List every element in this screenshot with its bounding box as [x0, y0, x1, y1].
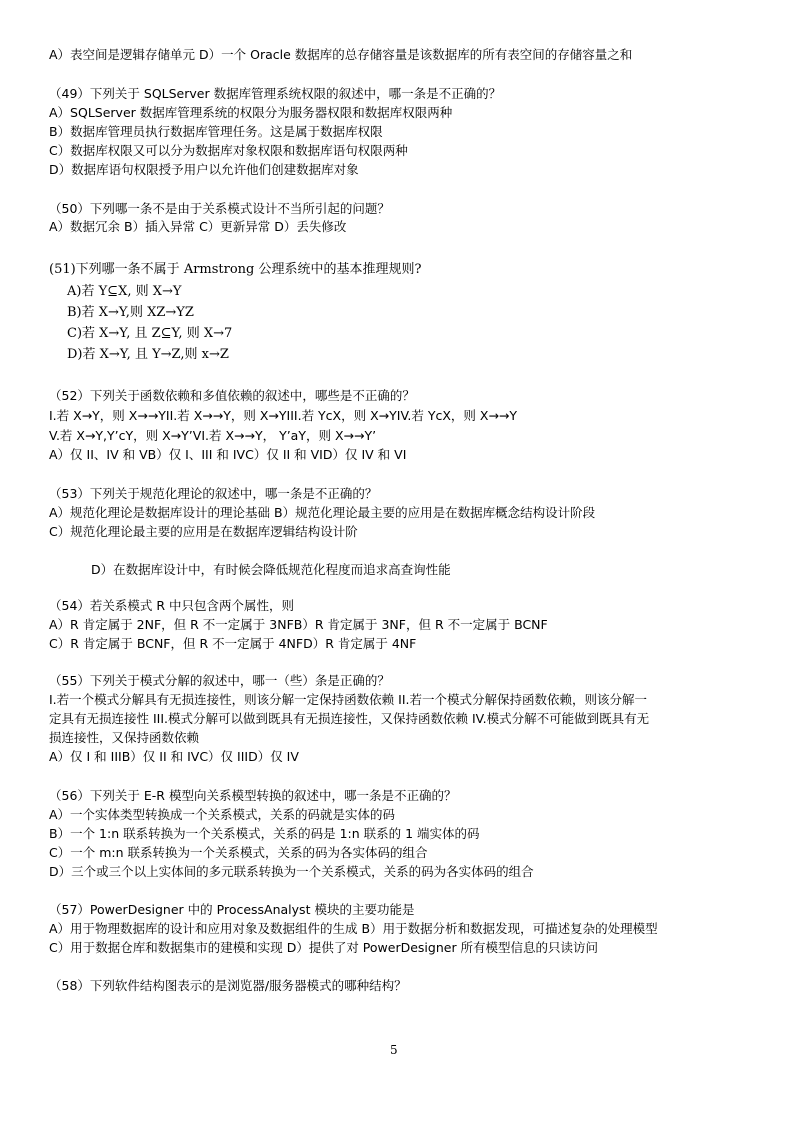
text-line: 损连接性，又保持函数依赖: [49, 730, 200, 745]
text-line: I.若一个模式分解具有无损连接性，则该分解一定保持函数依赖 II.若一个模式分解保持函数依赖，则该分解一: [49, 692, 647, 707]
text-line: D)若 X→Y, 且 Y→Z,则 x→Z: [67, 347, 229, 362]
page-number: 5: [390, 1043, 398, 1057]
text-line: A）表空间是逻辑存储单元 D）一个 Oracle 数据库的总存储容量是该数据库的所有表空间的存储容量之和: [49, 47, 633, 62]
text-line: C）一个 m:n 联系转换为一个关系模式，关系的码为各实体码的组合: [49, 845, 428, 860]
text-line: D）在数据库设计中，有时候会降低规范化程度而追求高查询性能: [91, 562, 451, 577]
text-line: A）仅 I 和 IIIB）仅 II 和 IVC）仅 IIID）仅 IV: [49, 749, 299, 764]
text-line: B）数据库管理员执行数据库管理任务。这是属于数据库权限: [49, 124, 383, 139]
text-line: （55）下列关于模式分解的叙述中，哪一（些）条是正确的？: [49, 673, 390, 688]
text-line: （56）下列关于 E-R 模型向关系模型转换的叙述中，哪一条是不正确的？: [49, 788, 457, 803]
text-line: B)若 X→Y,则 XZ→YZ: [67, 305, 194, 320]
text-line: A）R 肯定属于 2NF，但 R 不一定属于 3NFB）R 肯定属于 3NF，但 R 不一定属于 BCNF: [49, 617, 548, 632]
text-line: C）规范化理论最主要的应用是在数据库逻辑结构设计阶: [49, 524, 358, 539]
text-line: D）三个或三个以上实体间的多元联系转换为一个关系模式，关系的码为各实体码的组合: [49, 864, 534, 879]
text-line: C)若 X→Y, 且 Z⊆Y, 则 X→7: [67, 326, 233, 341]
text-line: （50）下列哪一条不是由于关系模式设计不当所引起的问题？: [49, 201, 390, 216]
text-line: A)若 Y⊆X, 则 X→Y: [67, 284, 182, 299]
text-line: D）数据库语句权限授予用户以允许他们创建数据库对象: [49, 162, 359, 177]
text-line: A）SQLServer 数据库管理系统的权限分为服务器权限和数据库权限两种: [49, 105, 453, 120]
text-line: V.若 X→Y,Y’cY，则 X→Y’VI.若 X→→Y， Y’aY，则 X→→Y’: [49, 428, 377, 443]
text-line: I.若 X→Y，则 X→→YII.若 X→→Y，则 X→YIII.若 YcX，则 X→YIV.若 YcX，则 X→→Y: [49, 408, 518, 423]
text-line: C）用于数据仓库和数据集市的建模和实现 D）提供了对 PowerDesigner 所有模型信息的只读访问: [49, 940, 599, 955]
text-line: （49）下列关于 SQLServer 数据库管理系统权限的叙述中，哪一条是不正确的？: [49, 86, 502, 101]
text-line: （53）下列关于规范化理论的叙述中，哪一条是不正确的？: [49, 486, 378, 501]
text-line: （54）若关系模式 R 中只包含两个属性，则: [49, 598, 295, 613]
text-line: A）用于物理数据库的设计和应用对象及数据组件的生成 B）用于数据分析和数据发现，可描述复杂的处理模型: [49, 921, 658, 936]
text-line: （52）下列关于函数依赖和多值依赖的叙述中，哪些是不正确的？: [49, 388, 415, 403]
text-line: A）仅 II、IV 和 VB）仅 I、III 和 IVC）仅 II 和 VID）仅 IV 和 VI: [49, 447, 407, 462]
text-line: (51)下列哪一条不属于 Armstrong 公理系统中的基本推理规则?: [49, 262, 422, 277]
text-line: B）一个 1:n 联系转换为一个关系模式，关系的码是 1:n 联系的 1 端实体的码: [49, 826, 480, 841]
text-line: A）规范化理论是数据库设计的理论基础 B）规范化理论最主要的应用是在数据库概念结构设计阶段: [49, 505, 596, 520]
text-line: A）一个实体类型转换成一个关系模式，关系的码就是实体的码: [49, 807, 396, 822]
text-line: A）数据冗余 B）插入异常 C）更新异常 D）丢失修改: [49, 219, 347, 234]
text-line: C）数据库权限又可以分为数据库对象权限和数据库语句权限两种: [49, 143, 408, 158]
text-line: 定具有无损连接性 III.模式分解可以做到既具有无损连接性，又保持函数依赖 IV.模式分解不可能做到既具有无: [49, 711, 650, 726]
text-line: （57）PowerDesigner 中的 ProcessAnalyst 模块的主要功能是: [49, 902, 415, 917]
text-line: （58）下列软件结构图表示的是浏览器/服务器模式的哪种结构？: [49, 978, 407, 993]
text-line: C）R 肯定属于 BCNF，但 R 不一定属于 4NFD）R 肯定属于 4NF: [49, 636, 417, 651]
